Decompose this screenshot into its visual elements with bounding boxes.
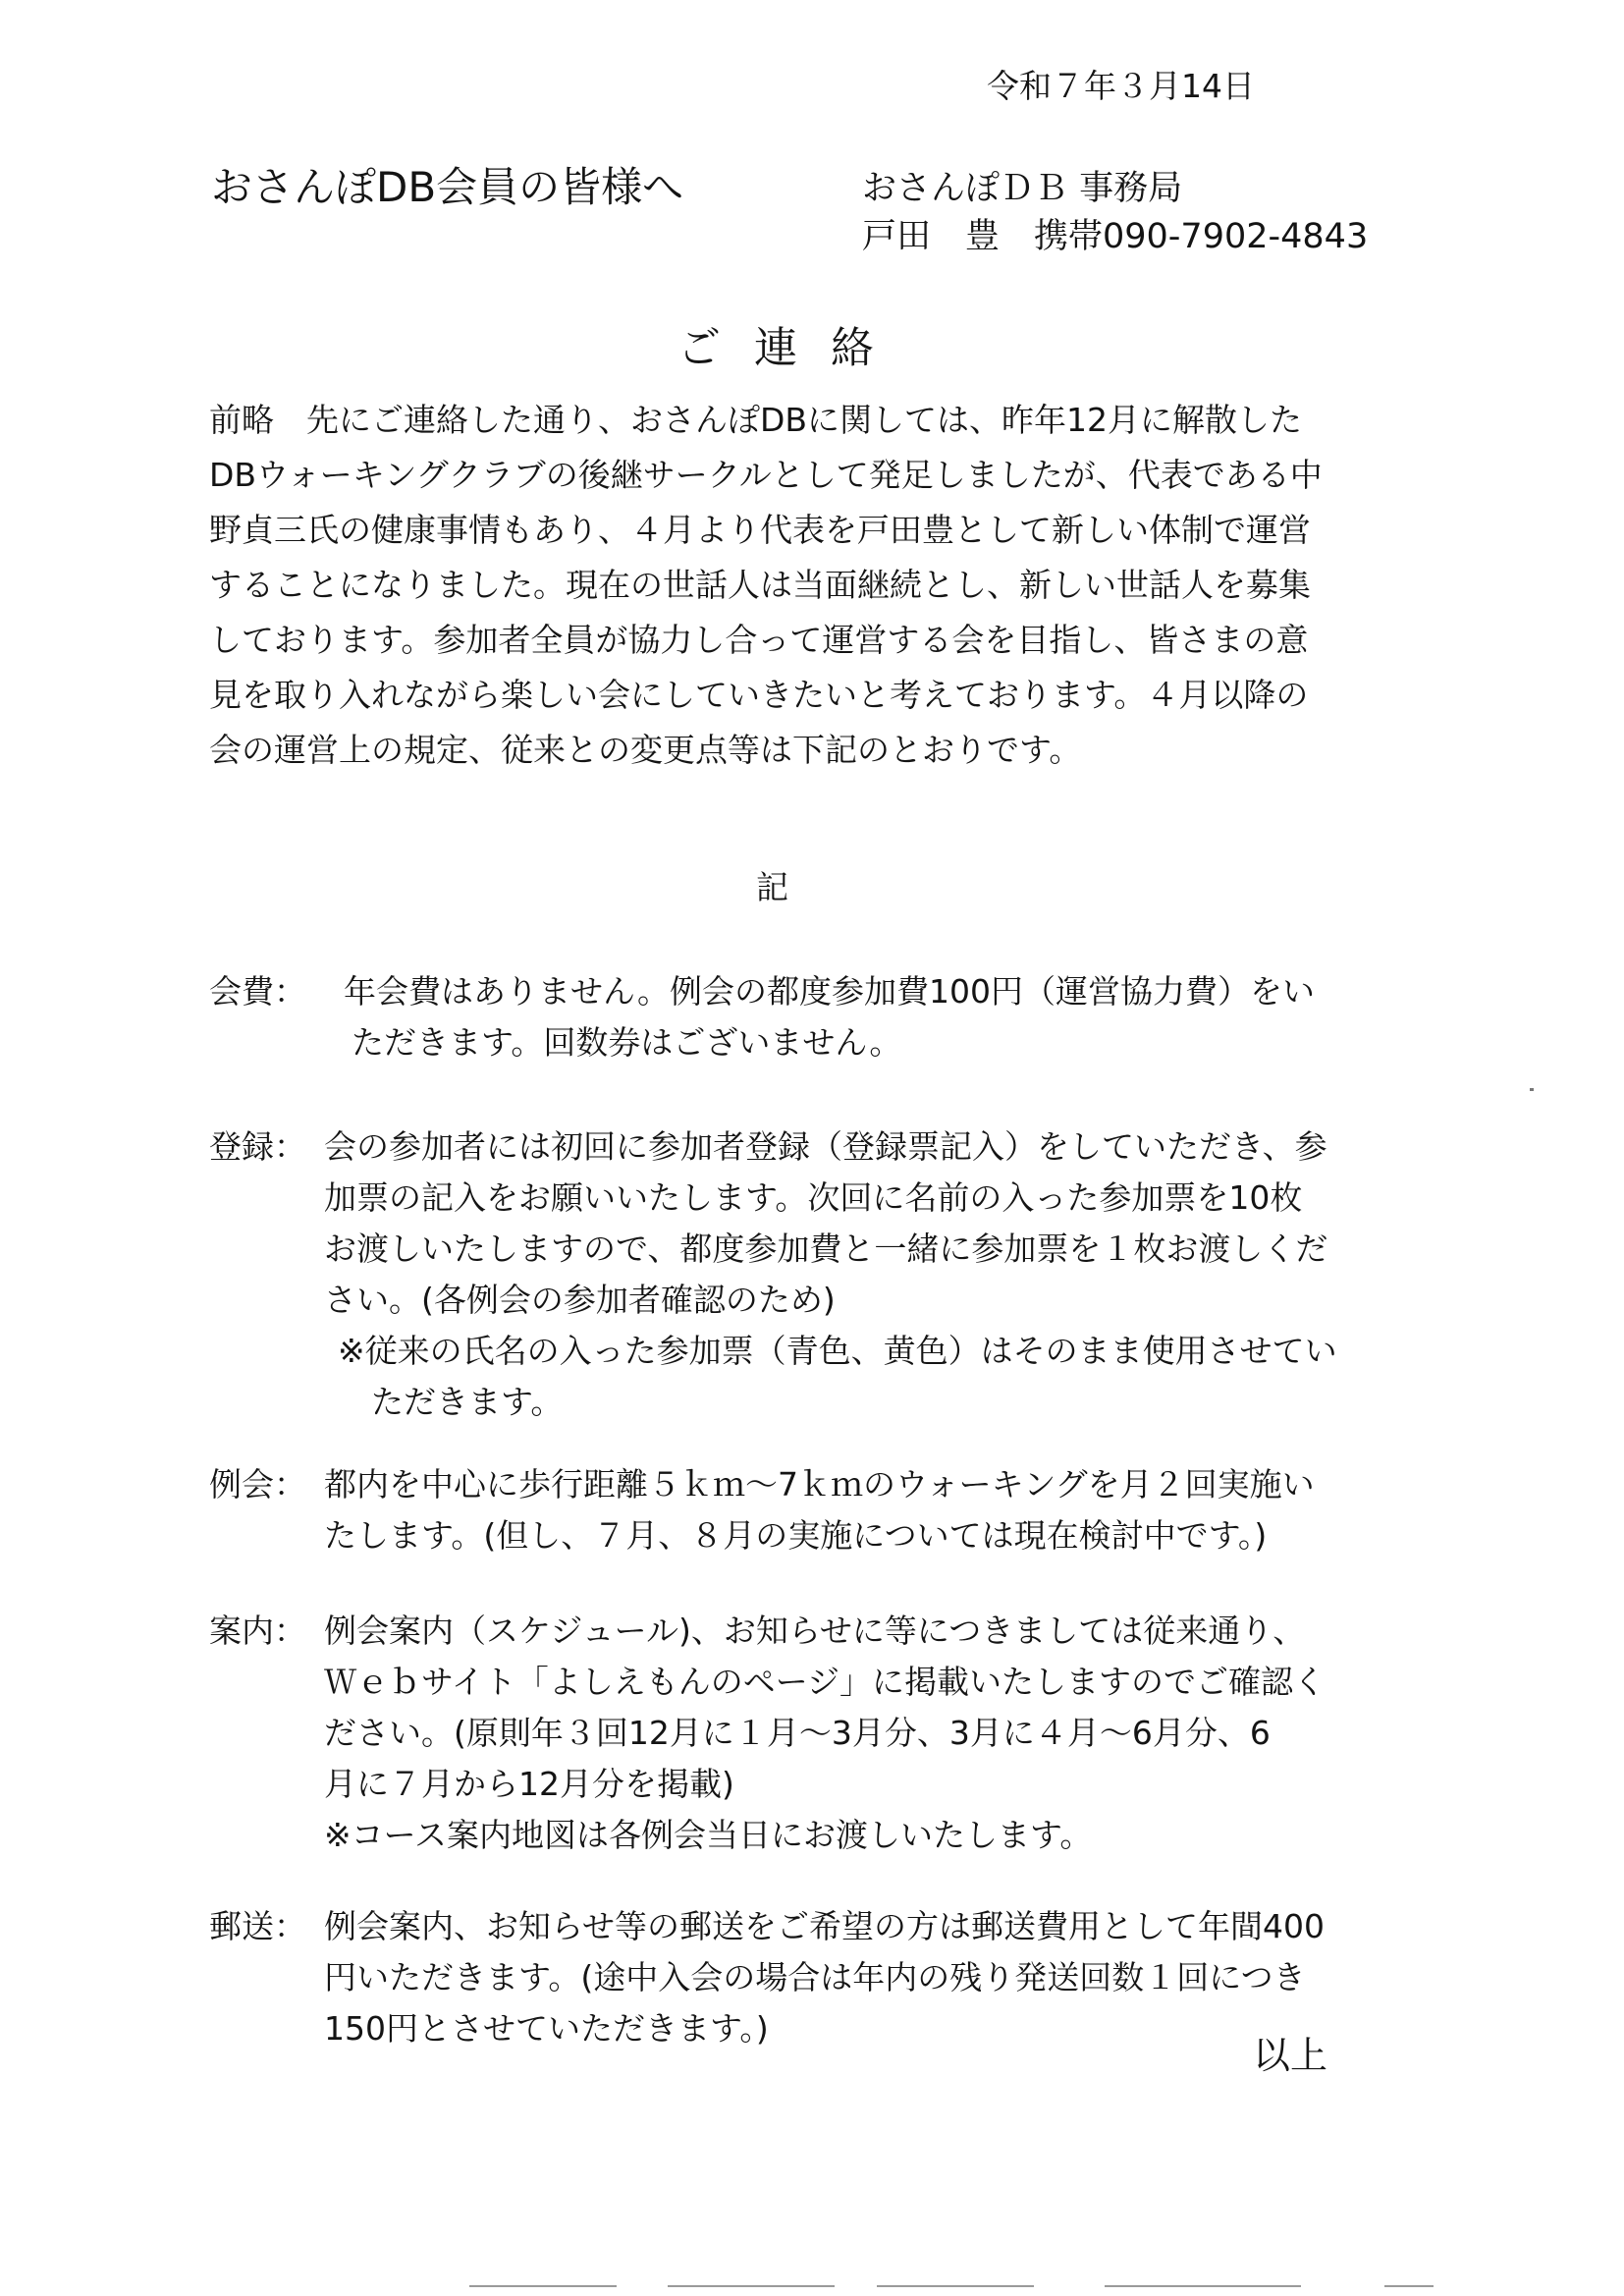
section-line: 年会費はありません。例会の都度参加費100円（運営協力費）をい [344, 972, 1315, 1011]
section-line: さい。(各例会の参加者確認のため) [324, 1281, 836, 1319]
footer-scan-line [469, 2285, 617, 2287]
letter-body [209, 393, 1348, 778]
section-note: ※コース案内地図は各例会当日にお渡しいたします。 [324, 1816, 1093, 1854]
sender-organization: おさんぽＤＢ 事務局 [862, 169, 1183, 208]
section-label: 登録： [209, 1127, 306, 1166]
body-line: 野貞三氏の健康事情もあり、４月より代表を戸田豊として新しい体制で運営 [209, 511, 1311, 549]
body-line: 前略 先にご連絡した通り、おさんぽDBに関しては、昨年12月に解散した [209, 401, 1303, 439]
footer-scan-line [668, 2285, 835, 2287]
section-label: 郵送： [209, 1907, 306, 1945]
section-line: 例会案内（スケジュール)、お知らせに等につきましては従来通り、 [324, 1612, 1306, 1650]
letter-title: ご連絡 [677, 323, 907, 373]
body-line: 会の運営上の規定、従来との変更点等は下記のとおりです。 [209, 731, 1082, 769]
footer-scan-line [877, 2285, 1034, 2287]
sender-contact: 戸田 豊 携帯090-7902-4843 [862, 217, 1369, 256]
section-line: 150円とさせていただきます。) [324, 2009, 769, 2048]
section-line: 加票の記入をお願いいたします。次回に名前の入った参加票を10枚 [324, 1178, 1303, 1217]
body-line: 見を取り入れながら楽しい会にしていきたいと考えております。４月以降の [209, 676, 1309, 714]
footer-scan-line [1384, 2285, 1434, 2287]
addressee: おさんぽDB会員の皆様へ [211, 163, 684, 211]
section-line: 月に７月から12月分を掲載) [324, 1765, 734, 1803]
section-line: 都内を中心に歩行距離５ｋｍ～7ｋｍのウォーキングを月２回実施い [324, 1465, 1315, 1503]
section-line: ださい。(原則年３回12月に１月～3月分、3月に４月～6月分、6 [324, 1714, 1271, 1752]
letter-date: 令和７年３月14日 [987, 67, 1255, 105]
section-line: ただきます。回数券はございません。 [352, 1023, 902, 1062]
section-line: お渡しいたしますので、都度参加費と一緒に参加票を１枚お渡しくだ [324, 1230, 1328, 1268]
section-line: 会の参加者には初回に参加者登録（登録票記入）をしていただき、参 [324, 1127, 1327, 1166]
section-line: 円いただきます。(途中入会の場合は年内の残り発送回数１回につき [324, 1958, 1306, 1996]
section-line: Ｗｅｂサイト「よしえもんのページ」に掲載いたしますのでご確認く [324, 1663, 1326, 1701]
scan-speck [1530, 1088, 1534, 1091]
closing-ijo: 以上 [1252, 2034, 1327, 2077]
footer-scan-line [1105, 2285, 1301, 2287]
body-line: することになりました。現在の世話人は当面継続とし、新しい世話人を募集 [209, 566, 1311, 604]
section-line: たします。(但し、７月、８月の実施については現在検討中です。) [324, 1516, 1268, 1555]
section-label: 会費： [209, 972, 306, 1011]
body-line: しております。参加者全員が協力し合って運営する会を目指し、皆さまの意 [209, 621, 1309, 659]
section-label: 案内： [209, 1612, 306, 1650]
body-line: DBウォーキングクラブの後継サークルとして発足しましたが、代表である中 [209, 456, 1323, 494]
section-note: ただきます。 [371, 1383, 564, 1421]
section-line: 例会案内、お知らせ等の郵送をご希望の方は郵送費用として年間400 [324, 1907, 1325, 1945]
ki-heading: 記 [756, 868, 788, 906]
section-label: 例会： [209, 1465, 306, 1503]
section-note: ※従来の氏名の入った参加票（青色、黄色）はそのまま使用させてい [338, 1332, 1337, 1370]
